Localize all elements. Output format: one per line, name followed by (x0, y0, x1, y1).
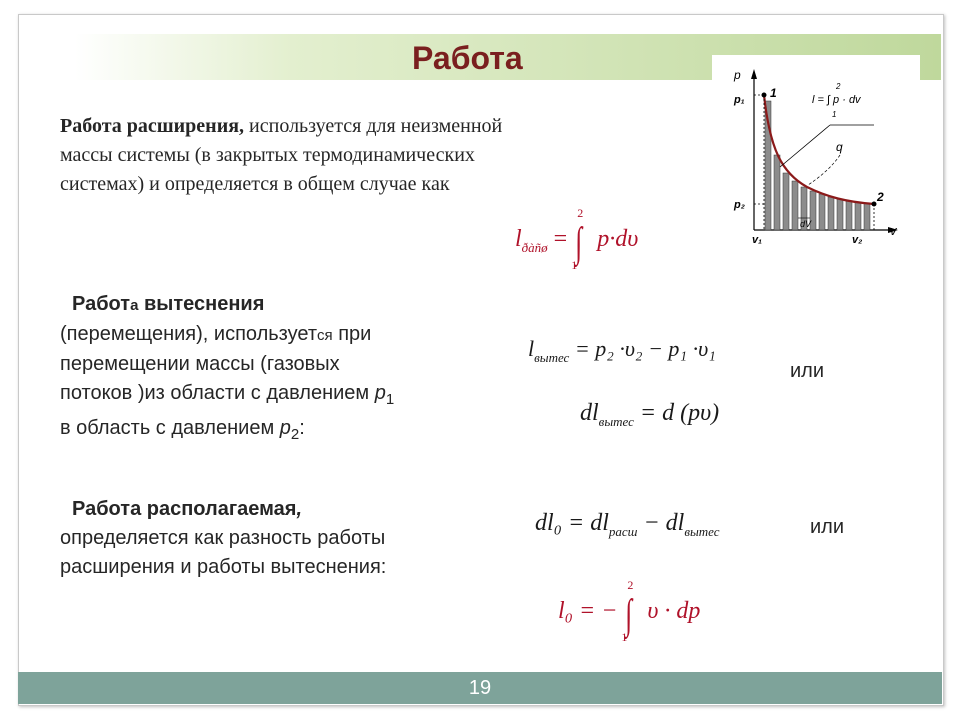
displacement-sub-1: 1 (385, 391, 395, 408)
annotation-upper: 2 (836, 82, 841, 91)
expansion-line-1: используется для неизменной (244, 115, 503, 137)
slide-title: Работа (412, 40, 523, 76)
expansion-term: Работа расширения, (60, 115, 245, 137)
expansion-formula-body: p·dυ (597, 226, 639, 252)
displacement-sub-2: 2 (290, 426, 300, 443)
expansion-formula: $l_{ðàñø}$ = ∫ 2 1 p·dυ (515, 206, 639, 272)
p1-label: p₁ (734, 94, 745, 106)
displacement-line-3: потоков )из области с давлением (60, 382, 375, 404)
v1-label: v₁ (752, 234, 762, 245)
available-f1-sub2: вытес (684, 524, 720, 539)
annotation-lower: 1 (832, 110, 837, 119)
page-number: 19 (468, 677, 492, 699)
displacement-f2-rhs: = d (pυ) (639, 400, 720, 426)
displacement-line-1b: при (332, 323, 372, 345)
displacement-term-main: Работ (72, 293, 131, 315)
displacement-line-1a: (перемещения), использует (60, 323, 318, 345)
available-text (60, 495, 500, 582)
work-bars (765, 101, 870, 230)
expansion-text (60, 112, 620, 199)
available-f2-body: υ · dp (647, 598, 701, 624)
pv-diagram (712, 55, 920, 245)
displacement-formula-2 (580, 400, 719, 430)
point-1-label: 1 (770, 86, 777, 100)
slide-footer (18, 672, 942, 704)
displacement-term-rest: вытеснения (138, 293, 265, 315)
axis-y-label: p (734, 68, 741, 82)
available-line-3: расширения и работы вытеснения: (60, 556, 387, 578)
available-formula-1 (535, 510, 720, 540)
available-f2-lhs: l₀ = − (558, 598, 618, 624)
displacement-line-4-end: : (299, 417, 305, 439)
annotation-leader (780, 125, 830, 167)
expansion-formula-lhs: l (515, 226, 522, 252)
state-point-1 (762, 93, 767, 98)
axis-x-label: v (890, 223, 897, 238)
available-f1-mid: − dl (637, 510, 685, 536)
p2-label: p₂ (734, 199, 745, 211)
or-label-1: или (790, 360, 825, 382)
displacement-f1-sub: вытес (534, 350, 570, 365)
available-term: Работа располагаемая (72, 498, 297, 520)
expansion-lim-upper: 2 (577, 206, 584, 220)
available-lim-lower: 1 (621, 630, 628, 644)
v2-label: v₂ (852, 234, 863, 245)
y-axis-arrow-icon (751, 69, 757, 79)
available-f1-a: dl₀ = dl (535, 510, 609, 536)
available-line-2: определяется как разность работы (60, 527, 386, 549)
state-point-2 (872, 202, 877, 207)
displacement-f1-lhs: l (528, 336, 535, 361)
q-leader (808, 155, 840, 185)
expansion-lim-lower: 1 (571, 258, 578, 272)
available-f1-sub1: расш (608, 524, 638, 539)
displacement-var-p2: p (279, 417, 291, 439)
displacement-line-2: перемещении массы (газовых (60, 353, 340, 375)
displacement-f1-rhs: = p₂ ·υ₂ − p₁ ·υ₁ (574, 336, 716, 361)
displacement-f2-lhs: dl (580, 400, 599, 426)
displacement-term-small: а (130, 297, 139, 314)
displacement-var-p1: p (374, 382, 386, 404)
displacement-line-4: в область с давлением (60, 417, 280, 439)
point-2-label: 2 (877, 190, 884, 204)
available-term-comma: , (296, 498, 303, 520)
displacement-formula-1 (528, 336, 716, 366)
work-annotation: l = ∫ p · dv (812, 94, 861, 106)
expansion-curve (764, 95, 874, 204)
displacement-line-1-small: ся (317, 327, 333, 344)
available-lim-upper: 2 (627, 578, 634, 592)
displacement-text (60, 290, 490, 449)
displacement-f2-sub: вытес (598, 414, 634, 429)
q-label: q (836, 140, 843, 154)
expansion-formula-sub: ðàñø (521, 240, 548, 255)
expansion-line-2: массы системы (в закрытых термодинамических (60, 144, 475, 166)
or-label-2: или (810, 516, 845, 538)
dv-label: dV (800, 219, 812, 229)
available-formula-2: l₀ = − ∫ 2 1 υ · dp (558, 578, 701, 644)
expansion-line-3: системах) и определяется в общем случае как (60, 173, 450, 195)
